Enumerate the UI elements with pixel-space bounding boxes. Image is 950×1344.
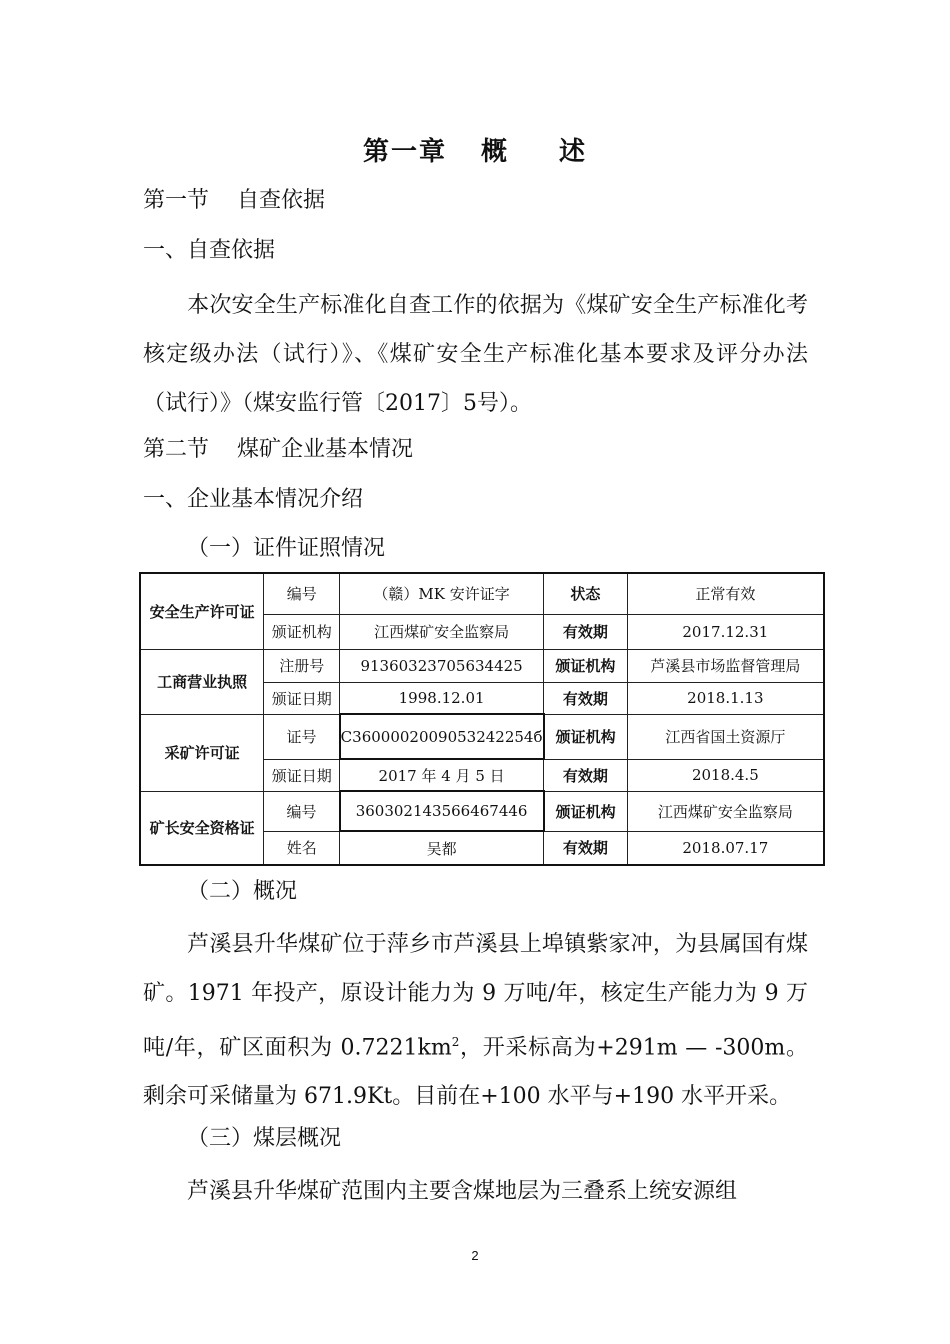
seam-text: 芦溪县升华煤矿范围内主要含煤地层为三叠系上统安源组 (187, 1179, 738, 1204)
certificate-table (139, 572, 825, 866)
cell-label: 颁证机构 (264, 614, 340, 649)
cell-label: 颁证机构 (544, 714, 628, 759)
cell-label: 状态 (544, 573, 628, 614)
safety-license-name: 安全生产许可证 (140, 573, 264, 649)
cell-value: 2018.4.5 (627, 759, 824, 791)
cell-value: 2018.07.17 (627, 831, 824, 865)
cell-label: 姓名 (264, 831, 340, 865)
cell-value: 2017.12.31 (627, 614, 824, 649)
sub3-heading: （三）煤层概况 (187, 1126, 342, 1151)
chapter-title-part2: 概 (480, 137, 509, 167)
cell-value: 江西煤矿安全监察局 (627, 791, 824, 831)
overview-text-part2: ，开采标高为+291m — -300m。剩余可采储量为 671.9Kt。目前在+100 水平与+190 水平开采。 (143, 1035, 808, 1110)
cell-value: 360302143566467446 (340, 791, 544, 831)
cell-label: 有效期 (544, 831, 628, 865)
cell-label: 颁证机构 (544, 791, 628, 831)
cell-label: 注册号 (264, 649, 340, 682)
cell-value: （赣）MK 安许证字 (340, 573, 544, 614)
chapter-title-part1: 第一章 (362, 137, 447, 167)
item2-heading: 一、企业基本情况介绍 (143, 487, 364, 512)
cell-value: 1998.12.01 (340, 682, 544, 714)
sub1-heading: （一）证件证照情况 (187, 536, 386, 561)
chapter-title (0, 134, 950, 170)
section2-label: 第二节 (143, 437, 210, 462)
cell-value: 正常有效 (627, 573, 824, 614)
section1-label: 第一节 (143, 188, 210, 213)
section2-heading (143, 435, 413, 465)
sub2-heading: （二）概况 (187, 879, 298, 904)
cell-label: 颁证日期 (264, 759, 340, 791)
table-row (140, 791, 824, 831)
table-row (140, 714, 824, 759)
cell-label: 证号 (264, 714, 340, 759)
cell-value: 91360323705634425 (340, 649, 544, 682)
cell-value: 2017 年 4 月 5 日 (340, 759, 544, 791)
overview-text-part1: 芦溪县升华煤矿位于萍乡市芦溪县上埠镇紫家冲，为县属国有煤矿。1971 年投产，原设计能力为 9 万吨/年，核定生产能力为 9 万吨/年，矿区面积为 0.7221km (143, 932, 808, 1061)
cell-value: 2018.1.13 (627, 682, 824, 714)
seam-paragraph (143, 1167, 808, 1216)
cell-label: 有效期 (544, 614, 628, 649)
item1-heading: 一、自查依据 (143, 238, 276, 263)
cell-value: 江西省国土资源厅 (627, 714, 824, 759)
cell-value: C3600002009053242254б (340, 714, 544, 759)
page-number: 2 (471, 1248, 479, 1263)
mining-license-name: 采矿许可证 (140, 714, 264, 791)
table-row (140, 649, 824, 682)
table-row (140, 573, 824, 614)
cell-value: 江西煤矿安全监察局 (340, 614, 544, 649)
director-cert-name: 矿长安全资格证 (140, 791, 264, 865)
cell-label: 有效期 (544, 682, 628, 714)
overview-paragraph (143, 920, 808, 1121)
cell-value: 吴都 (340, 831, 544, 865)
basis-paragraph (143, 281, 808, 428)
chapter-title-part3: 述 (559, 137, 588, 167)
cell-label: 编号 (264, 573, 340, 614)
cell-label: 颁证日期 (264, 682, 340, 714)
cell-label: 有效期 (544, 759, 628, 791)
business-license-name: 工商营业执照 (140, 649, 264, 714)
cell-value: 芦溪县市场监督管理局 (627, 649, 824, 682)
overview-superscript: 2 (451, 1035, 460, 1049)
cell-label: 颁证机构 (544, 649, 628, 682)
section1-title: 自查依据 (237, 188, 326, 213)
basis-text: 本次安全生产标准化自查工作的依据为《煤矿安全生产标准化考核定级办法（试行）》、《煤矿安全生产标准化基本要求及评分办法（试行）》（煤安监行管〔2017〕5号）。 (143, 293, 808, 416)
section2-title: 煤矿企业基本情况 (237, 437, 414, 462)
section1-heading (143, 186, 325, 216)
cell-label: 编号 (264, 791, 340, 831)
